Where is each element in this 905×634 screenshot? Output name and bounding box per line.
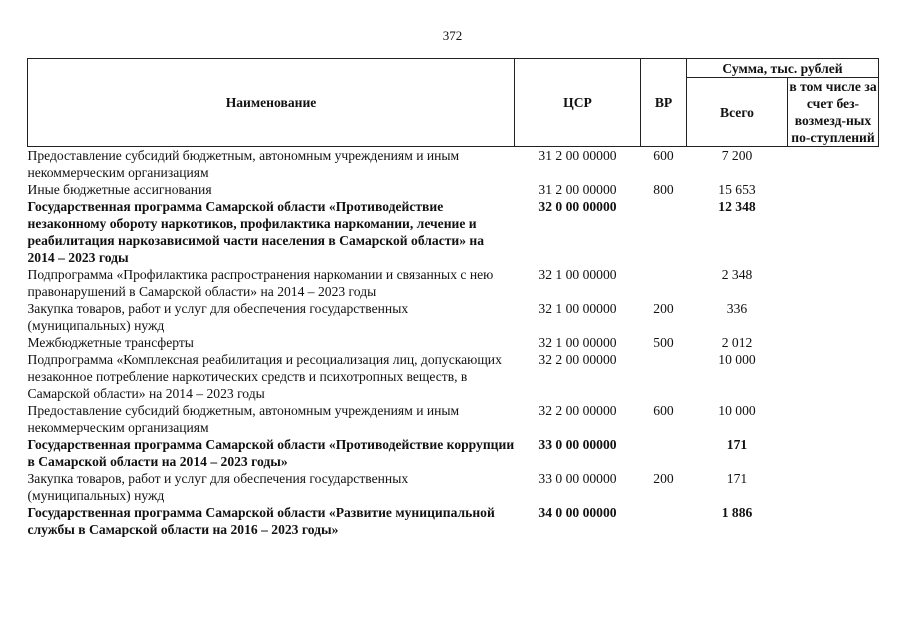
row-vr-cell: 200	[653, 471, 674, 486]
header-vr: ВР	[641, 59, 687, 147]
row-csr-cell: 32 2 00 00000	[538, 403, 617, 418]
row-name-cell: Закупка товаров, работ и услуг для обеспечения государственных (муниципальных) нужд	[27, 471, 409, 503]
row-name-cell: Государственная программа Самарской области «Противодействие незаконному обороту наркотиков, профилактика наркомании, лечение и реабилитация наркозависимой части населения в Самарской области» на 2014 – 2023 годы	[27, 199, 485, 265]
row-free-receipts-cell	[788, 351, 879, 402]
row-total-cell: 2 348	[721, 267, 753, 282]
row-free-receipts-cell	[788, 402, 879, 436]
row-total-cell: 10 000	[718, 352, 756, 367]
row-vr-cell: 200	[653, 301, 674, 316]
row-csr-cell: 31 2 00 00000	[538, 148, 617, 163]
table-body	[28, 147, 879, 539]
table-row	[28, 402, 879, 436]
row-vr-cell	[641, 266, 687, 300]
row-csr-cell: 32 1 00 00000	[538, 335, 617, 350]
table-row	[28, 147, 879, 182]
row-name-cell: Предоставление субсидий бюджетным, автономным учреждениям и иным некоммерческим организациям	[27, 403, 460, 435]
row-free-receipts-cell	[788, 181, 879, 198]
row-total-cell: 171	[726, 471, 748, 486]
row-vr-cell	[641, 504, 687, 538]
header-sum: Сумма, тыс. рублей	[687, 59, 879, 78]
row-free-receipts-cell	[788, 334, 879, 351]
table-row	[28, 181, 879, 198]
row-total-cell: 2 012	[721, 335, 753, 350]
row-free-receipts-cell	[788, 504, 879, 538]
row-name-cell: Государственная программа Самарской области «Развитие муниципальной службы в Самарской области на 2016 – 2023 годы»	[27, 505, 495, 537]
page-number: 372	[442, 28, 463, 43]
table-row	[28, 436, 879, 470]
row-name-cell: Иные бюджетные ассигнования	[27, 182, 212, 197]
row-vr-cell: 500	[653, 335, 674, 350]
table-row	[28, 351, 879, 402]
table-row	[28, 334, 879, 351]
header-total: Всего	[687, 78, 788, 147]
table-row	[28, 470, 879, 504]
row-name-cell: Подпрограмма «Профилактика распространения наркомании и связанных с нею правонарушений в Самарской области» на 2014 – 2023 годы	[27, 267, 494, 299]
row-name-cell: Подпрограмма «Комплексная реабилитация и ресоциализация лиц, допускающих незаконное потребление наркотических средств и психотропных веществ, в Самарской области» на 2014 – 2023 годы	[27, 352, 502, 401]
row-csr-cell: 33 0 00 00000	[538, 437, 617, 452]
row-csr-cell: 32 2 00 00000	[538, 352, 617, 367]
row-vr-cell	[641, 351, 687, 402]
row-total-cell: 15 653	[718, 182, 756, 197]
row-name-cell: Закупка товаров, работ и услуг для обеспечения государственных (муниципальных) нужд	[27, 301, 409, 333]
row-total-cell: 12 348	[718, 199, 756, 214]
budget-table	[27, 58, 879, 538]
header-name: Наименование	[28, 59, 515, 147]
row-csr-cell: 33 0 00 00000	[538, 471, 617, 486]
row-vr-cell: 600	[653, 148, 674, 163]
row-total-cell: 171	[726, 437, 748, 452]
row-name-cell: Межбюджетные трансферты	[27, 335, 194, 350]
table-row	[28, 266, 879, 300]
row-free-receipts-cell	[788, 470, 879, 504]
row-free-receipts-cell	[788, 300, 879, 334]
row-total-cell: 10 000	[718, 403, 756, 418]
row-free-receipts-cell	[788, 147, 879, 182]
row-csr-cell: 31 2 00 00000	[538, 182, 617, 197]
row-total-cell: 7 200	[721, 148, 753, 163]
row-csr-cell: 32 1 00 00000	[538, 301, 617, 316]
row-csr-cell: 32 0 00 00000	[538, 199, 617, 214]
row-name-cell: Государственная программа Самарской области «Противодействие коррупции в Самарской области на 2014 – 2023 годы»	[27, 437, 515, 469]
row-total-cell: 1 886	[721, 505, 753, 520]
row-free-receipts-cell	[788, 266, 879, 300]
row-vr-cell: 800	[653, 182, 674, 197]
row-csr-cell: 32 1 00 00000	[538, 267, 617, 282]
table-header	[28, 59, 879, 147]
header-free-receipts: в том числе за счет без-возмезд-ных по-ступлений	[789, 79, 877, 145]
table-row	[28, 198, 879, 266]
row-free-receipts-cell	[788, 198, 879, 266]
row-csr-cell: 34 0 00 00000	[538, 505, 617, 520]
table-row	[28, 504, 879, 538]
header-csr: ЦСР	[515, 59, 641, 147]
row-name-cell: Предоставление субсидий бюджетным, автономным учреждениям и иным некоммерческим организациям	[27, 148, 460, 180]
table-row	[28, 300, 879, 334]
row-vr-cell: 600	[653, 403, 674, 418]
row-free-receipts-cell	[788, 436, 879, 470]
row-total-cell: 336	[726, 301, 748, 316]
row-vr-cell	[641, 436, 687, 470]
row-vr-cell	[641, 198, 687, 266]
